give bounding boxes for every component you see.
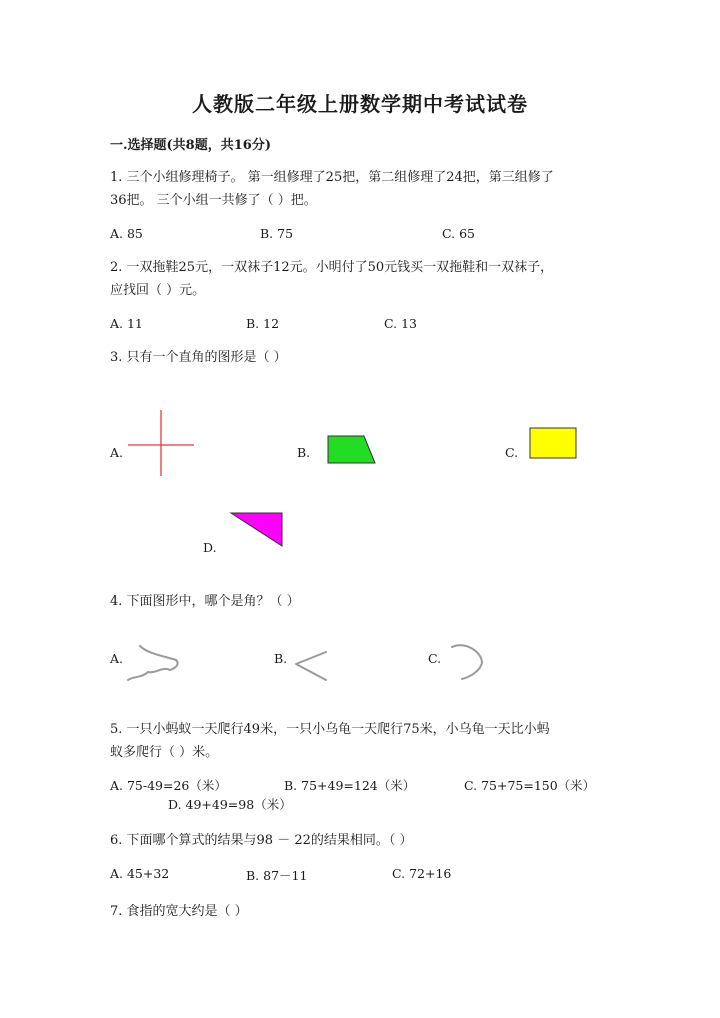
question-5-line-2: 蚁多爬行（ ）米。 — [110, 745, 219, 760]
q2-option-c: C. 13 — [384, 316, 417, 331]
q4-option-a: A. — [110, 651, 124, 666]
q6-option-b: B. 87－11 — [246, 868, 308, 883]
q1-option-a: A. 85 — [110, 226, 143, 241]
trapezoid-shape — [328, 436, 375, 463]
q1-option-b: B. 75 — [260, 226, 294, 241]
wavy-curve — [128, 646, 178, 680]
q3-option-c: C. — [505, 445, 519, 460]
angle-lines — [296, 652, 326, 680]
q5-option-a: A. 75-49=26（米） — [110, 778, 227, 793]
q2-option-a: A. 11 — [110, 316, 143, 331]
question-4: 4. 下面图形中，哪个是角？（ ） — [110, 594, 300, 609]
cross-lines-figure — [128, 410, 194, 476]
q3-option-a: A. — [110, 445, 124, 460]
q6-option-a: A. 45+32 — [110, 866, 170, 881]
wavy-figure — [126, 644, 182, 684]
question-7: 7. 食指的宽大约是（ ） — [110, 904, 248, 919]
angle-figure — [294, 650, 330, 682]
q4-option-c: C. — [428, 651, 442, 666]
question-2-line-2: 应找回（ ）元。 — [110, 283, 206, 298]
q4-option-b: B. — [274, 651, 288, 666]
triangle-shape — [231, 513, 282, 546]
question-6: 6. 下面哪个算式的结果与98 － 22的结果相同。（ ） — [110, 833, 413, 848]
curve-line — [452, 645, 482, 679]
question-1-line-1: 1. 三个小组修理椅子。 第一组修理了25把，第二组修理了24把，第三组修了 — [110, 170, 554, 185]
section-heading: 一.选择题(共8题，共16分) — [110, 138, 271, 153]
question-5 — [110, 718, 550, 764]
q1-option-c: C. 65 — [442, 226, 475, 241]
question-1-line-2: 36把。 三个小组一共修了（ ）把。 — [110, 193, 317, 208]
rectangle-shape — [530, 428, 576, 458]
page-title: 人教版二年级上册数学期中考试试卷 — [192, 92, 528, 116]
q5-option-d: D. 49+49=98（米） — [168, 797, 292, 812]
q6-option-c: C. 72+16 — [392, 866, 452, 881]
curve-figure — [450, 643, 486, 681]
question-1 — [110, 166, 554, 212]
question-2-line-1: 2. 一双拖鞋25元，一双袜子12元。小明付了50元钱买一双拖鞋和一双袜子， — [110, 260, 554, 275]
question-3: 3. 只有一个直角的图形是（ ） — [110, 350, 287, 365]
q3-option-d: D. — [203, 540, 217, 555]
rectangle-figure — [529, 427, 577, 459]
q5-option-c: C. 75+75=150（米） — [464, 778, 596, 793]
question-5-line-1: 5. 一只小蚂蚁一天爬行49米，一只小乌龟一天爬行75米，小乌龟一天比小蚂 — [110, 722, 550, 737]
right-triangle-figure — [230, 512, 284, 548]
trapezoid-figure — [327, 435, 377, 465]
question-2 — [110, 256, 553, 302]
q3-option-b: B. — [297, 445, 311, 460]
q2-option-b: B. 12 — [246, 316, 280, 331]
q5-option-b: B. 75+49=124（米） — [284, 778, 416, 793]
